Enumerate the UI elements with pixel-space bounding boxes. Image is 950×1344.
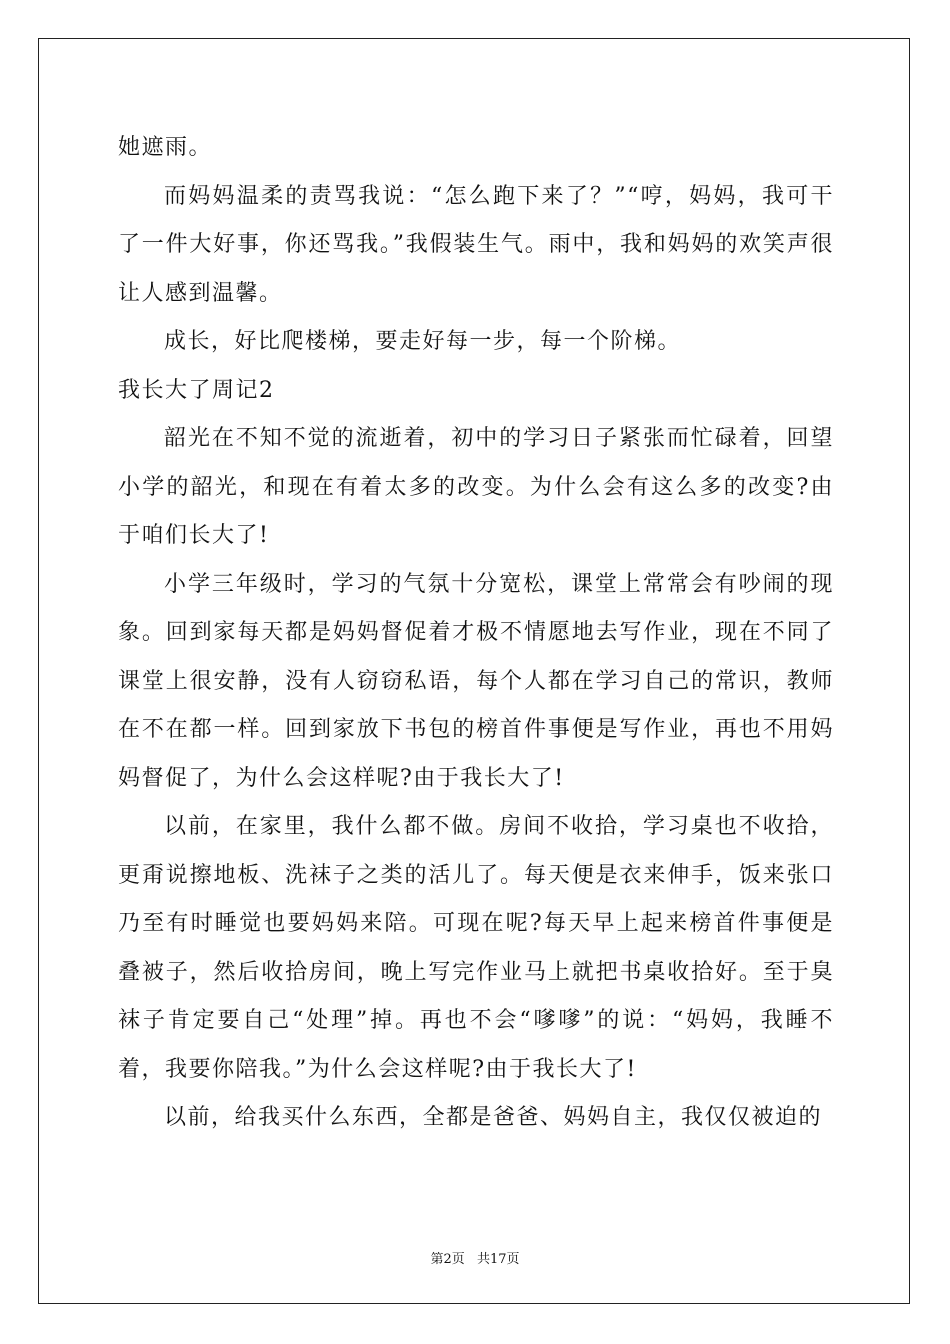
page-number: 第2页 bbox=[430, 1252, 465, 1267]
document-body bbox=[118, 124, 834, 1143]
paragraph-2: 而妈妈温柔的责骂我说：“怎么跑下来了？”“哼，妈妈，我可干了一件大好事，你还骂我。”我假装生气。雨中，我和妈妈的欢笑声很让人感到温馨。 bbox=[118, 183, 834, 306]
section-heading: 我长大了周记2 bbox=[118, 377, 275, 403]
paragraph-1: 她遮雨。 bbox=[118, 135, 213, 160]
paragraph-7: 以前，给我买什么东西，全都是爸爸、妈妈自主，我仅仅被迫的 bbox=[164, 1105, 823, 1130]
paragraph-6: 以前，在家里，我什么都不做。房间不收拾，学习桌也不收拾，更甭说擦地板、洗袜子之类的活儿了。每天便是衣来伸手，饭来张口乃至有时睡觉也要妈妈来陪。可现在呢?每天早上起来榜首件事便是叠被子，然后收拾房间，晚上写完作业马上就把书桌收拾好。至于臭袜子肯定要自己“处理”掉。再也不会“嗲嗲”的说：“妈妈，我睡不着，我要你陪我。”为什么会这样呢?由于我长大了! bbox=[118, 814, 834, 1082]
paragraph-4: 韶光在不知不觉的流逝着，初中的学习日子紧张而忙碌着，回望小学的韶光，和现在有着太多的改变。为什么会有这么多的改变?由于咱们长大了! bbox=[118, 426, 834, 548]
paragraph-3: 成长，好比爬楼梯，要走好每一步，每一个阶梯。 bbox=[164, 329, 682, 354]
paragraph-5: 小学三年级时，学习的气氛十分宽松，课堂上常常会有吵闹的现象。回到家每天都是妈妈督促着才极不情愿地去写作业，现在不同了课堂上很安静，没有人窃窃私语，每个人都在学习自己的常识，教师在不在都一样。回到家放下书包的榜首件事便是写作业，再也不用妈妈督促了，为什么会这样呢?由于我长大了! bbox=[118, 571, 834, 791]
page-footer bbox=[0, 1248, 950, 1267]
page-total: 共17页 bbox=[476, 1252, 520, 1267]
